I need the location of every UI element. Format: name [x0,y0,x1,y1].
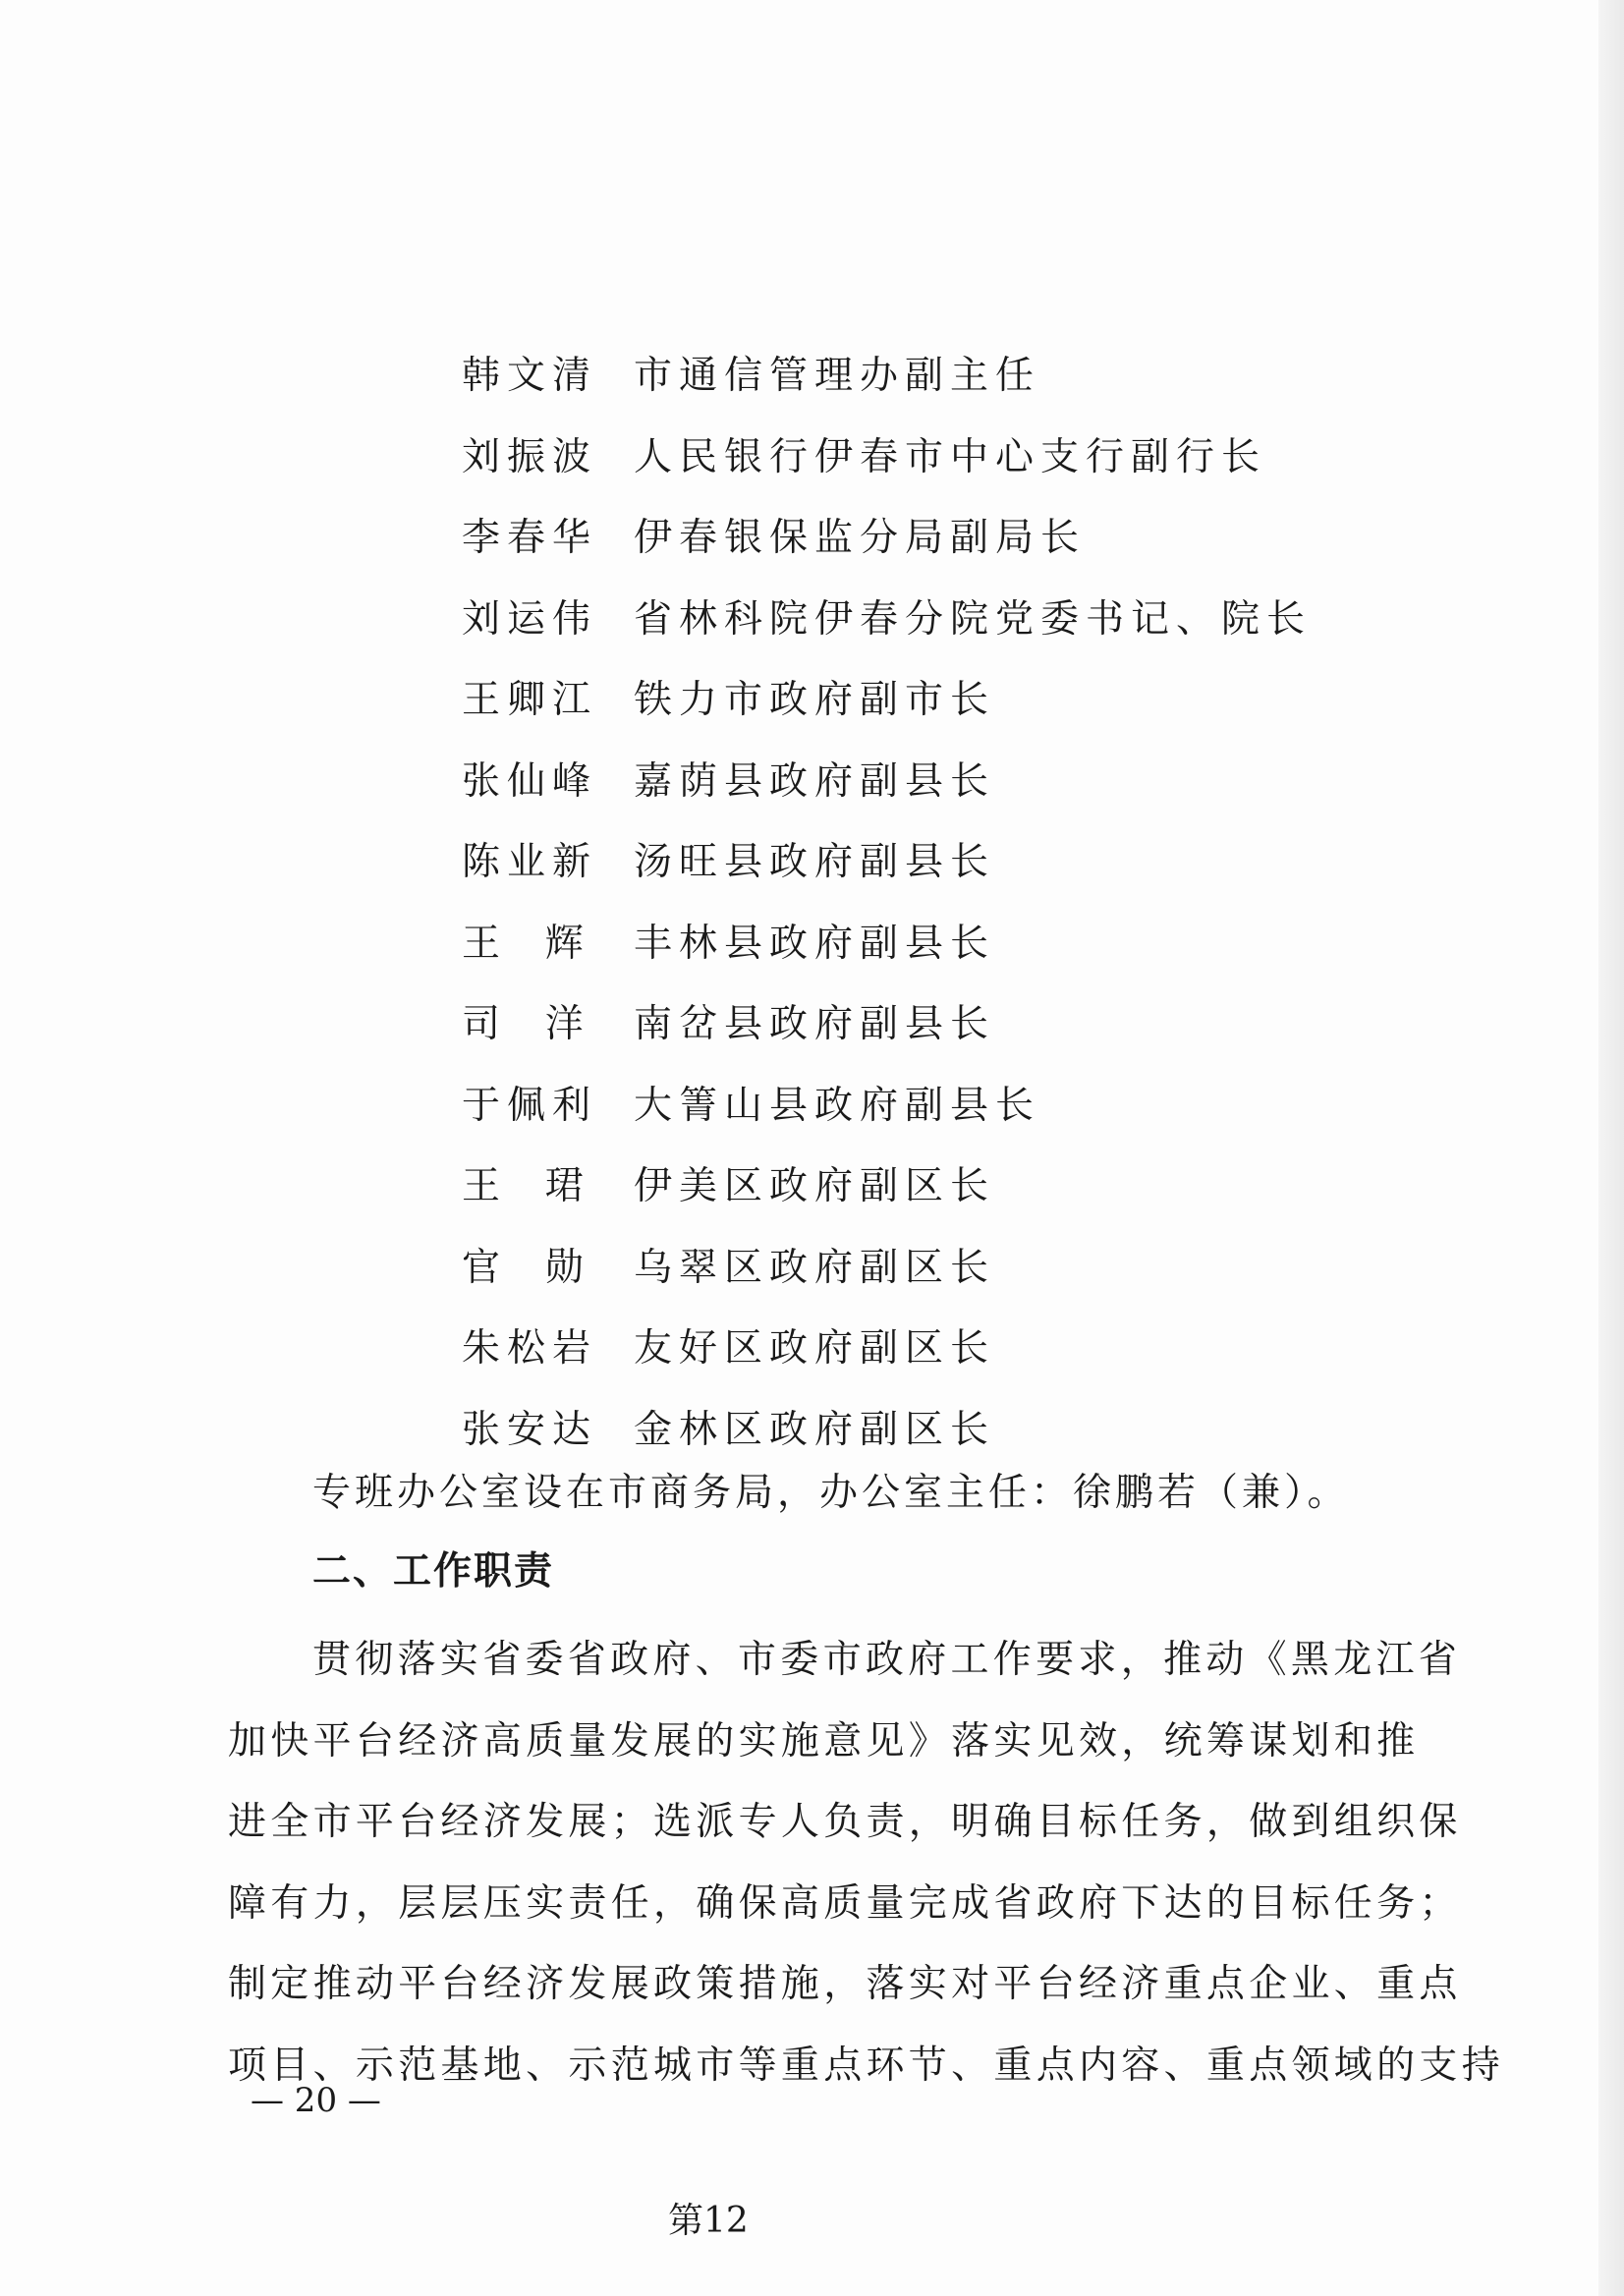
scan-edge-shadow [1598,0,1624,2296]
member-row [462,980,1346,1062]
member-row [462,332,1346,414]
footer-page-label: 第12 [668,2201,749,2241]
member-row [462,576,1346,657]
paragraph-line: 制定推动平台经济发展政策措施，落实对平台经济重点企业、重点 [228,1962,1462,2007]
member-title: 友好区政府副区长 [634,1326,996,1372]
paragraph-line: 项目、示范基地、示范城市等重点环节、重点内容、重点领域的支持 [228,2043,1505,2088]
member-name: 王 辉 [462,921,590,966]
member-name: 朱松岩 [462,1326,598,1372]
paragraph-line: 进全市平台经济发展；选派专人负责，明确目标任务，做到组织保 [228,1800,1462,1845]
member-title: 嘉荫县政府副县长 [634,758,996,804]
member-name: 王卿江 [462,678,598,723]
member-title: 伊美区政府副区长 [634,1164,996,1209]
member-name: 张仙峰 [462,758,598,804]
member-name: 刘振波 [462,434,598,479]
member-title: 丰林县政府副县长 [634,921,996,966]
paragraph-line: 加快平台经济高质量发展的实施意见》落实见效，统筹谋划和推 [228,1718,1420,1764]
paragraph-line: 障有力，层层压实责任，确保高质量完成省政府下达的目标任务； [228,1880,1462,1926]
duties-paragraph [228,1616,1505,2102]
office-note: 专班办公室设在市商务局，办公室主任：徐鹏若（兼）。 [312,1471,1350,1515]
member-name: 张安达 [462,1407,598,1452]
member-row [462,738,1346,819]
member-title: 南岔县政府副县长 [634,1002,996,1047]
member-row [462,818,1346,900]
member-row [462,1143,1346,1224]
member-name: 司 洋 [462,1002,590,1047]
member-row [462,1224,1346,1306]
member-row [462,414,1346,495]
member-name: 韩文清 [462,354,598,399]
member-name: 李春华 [462,516,598,561]
member-title: 铁力市政府副市长 [634,678,996,723]
member-title: 金林区政府副区长 [634,1407,996,1452]
member-title: 伊春银保监分局副局长 [634,516,1087,561]
member-row [462,1305,1346,1386]
paragraph-line: 贯彻落实省委省政府、市委市政府工作要求，推动《黑龙江省 [312,1638,1462,1683]
member-name: 陈业新 [462,840,598,885]
member-name: 王 珺 [462,1164,590,1209]
member-title: 市通信管理办副主任 [634,354,1041,399]
member-row [462,656,1346,738]
member-list [462,332,1346,1467]
page-number: — 20 — [251,2081,381,2120]
member-name: 刘运伟 [462,596,598,642]
member-row [462,494,1346,576]
member-name: 官 勋 [462,1245,590,1290]
member-title: 省林科院伊春分院党委书记、院长 [634,596,1313,642]
member-title: 乌翠区政府副区长 [634,1245,996,1290]
member-row [462,900,1346,981]
member-row [462,1386,1346,1468]
section-heading: 二、工作职责 [312,1549,555,1594]
member-title: 人民银行伊春市中心支行副行长 [634,434,1267,479]
member-title: 汤旺县政府副县长 [634,840,996,885]
member-title: 大箐山县政府副县长 [634,1083,1041,1128]
member-name: 于佩利 [462,1083,598,1128]
member-row [462,1062,1346,1144]
